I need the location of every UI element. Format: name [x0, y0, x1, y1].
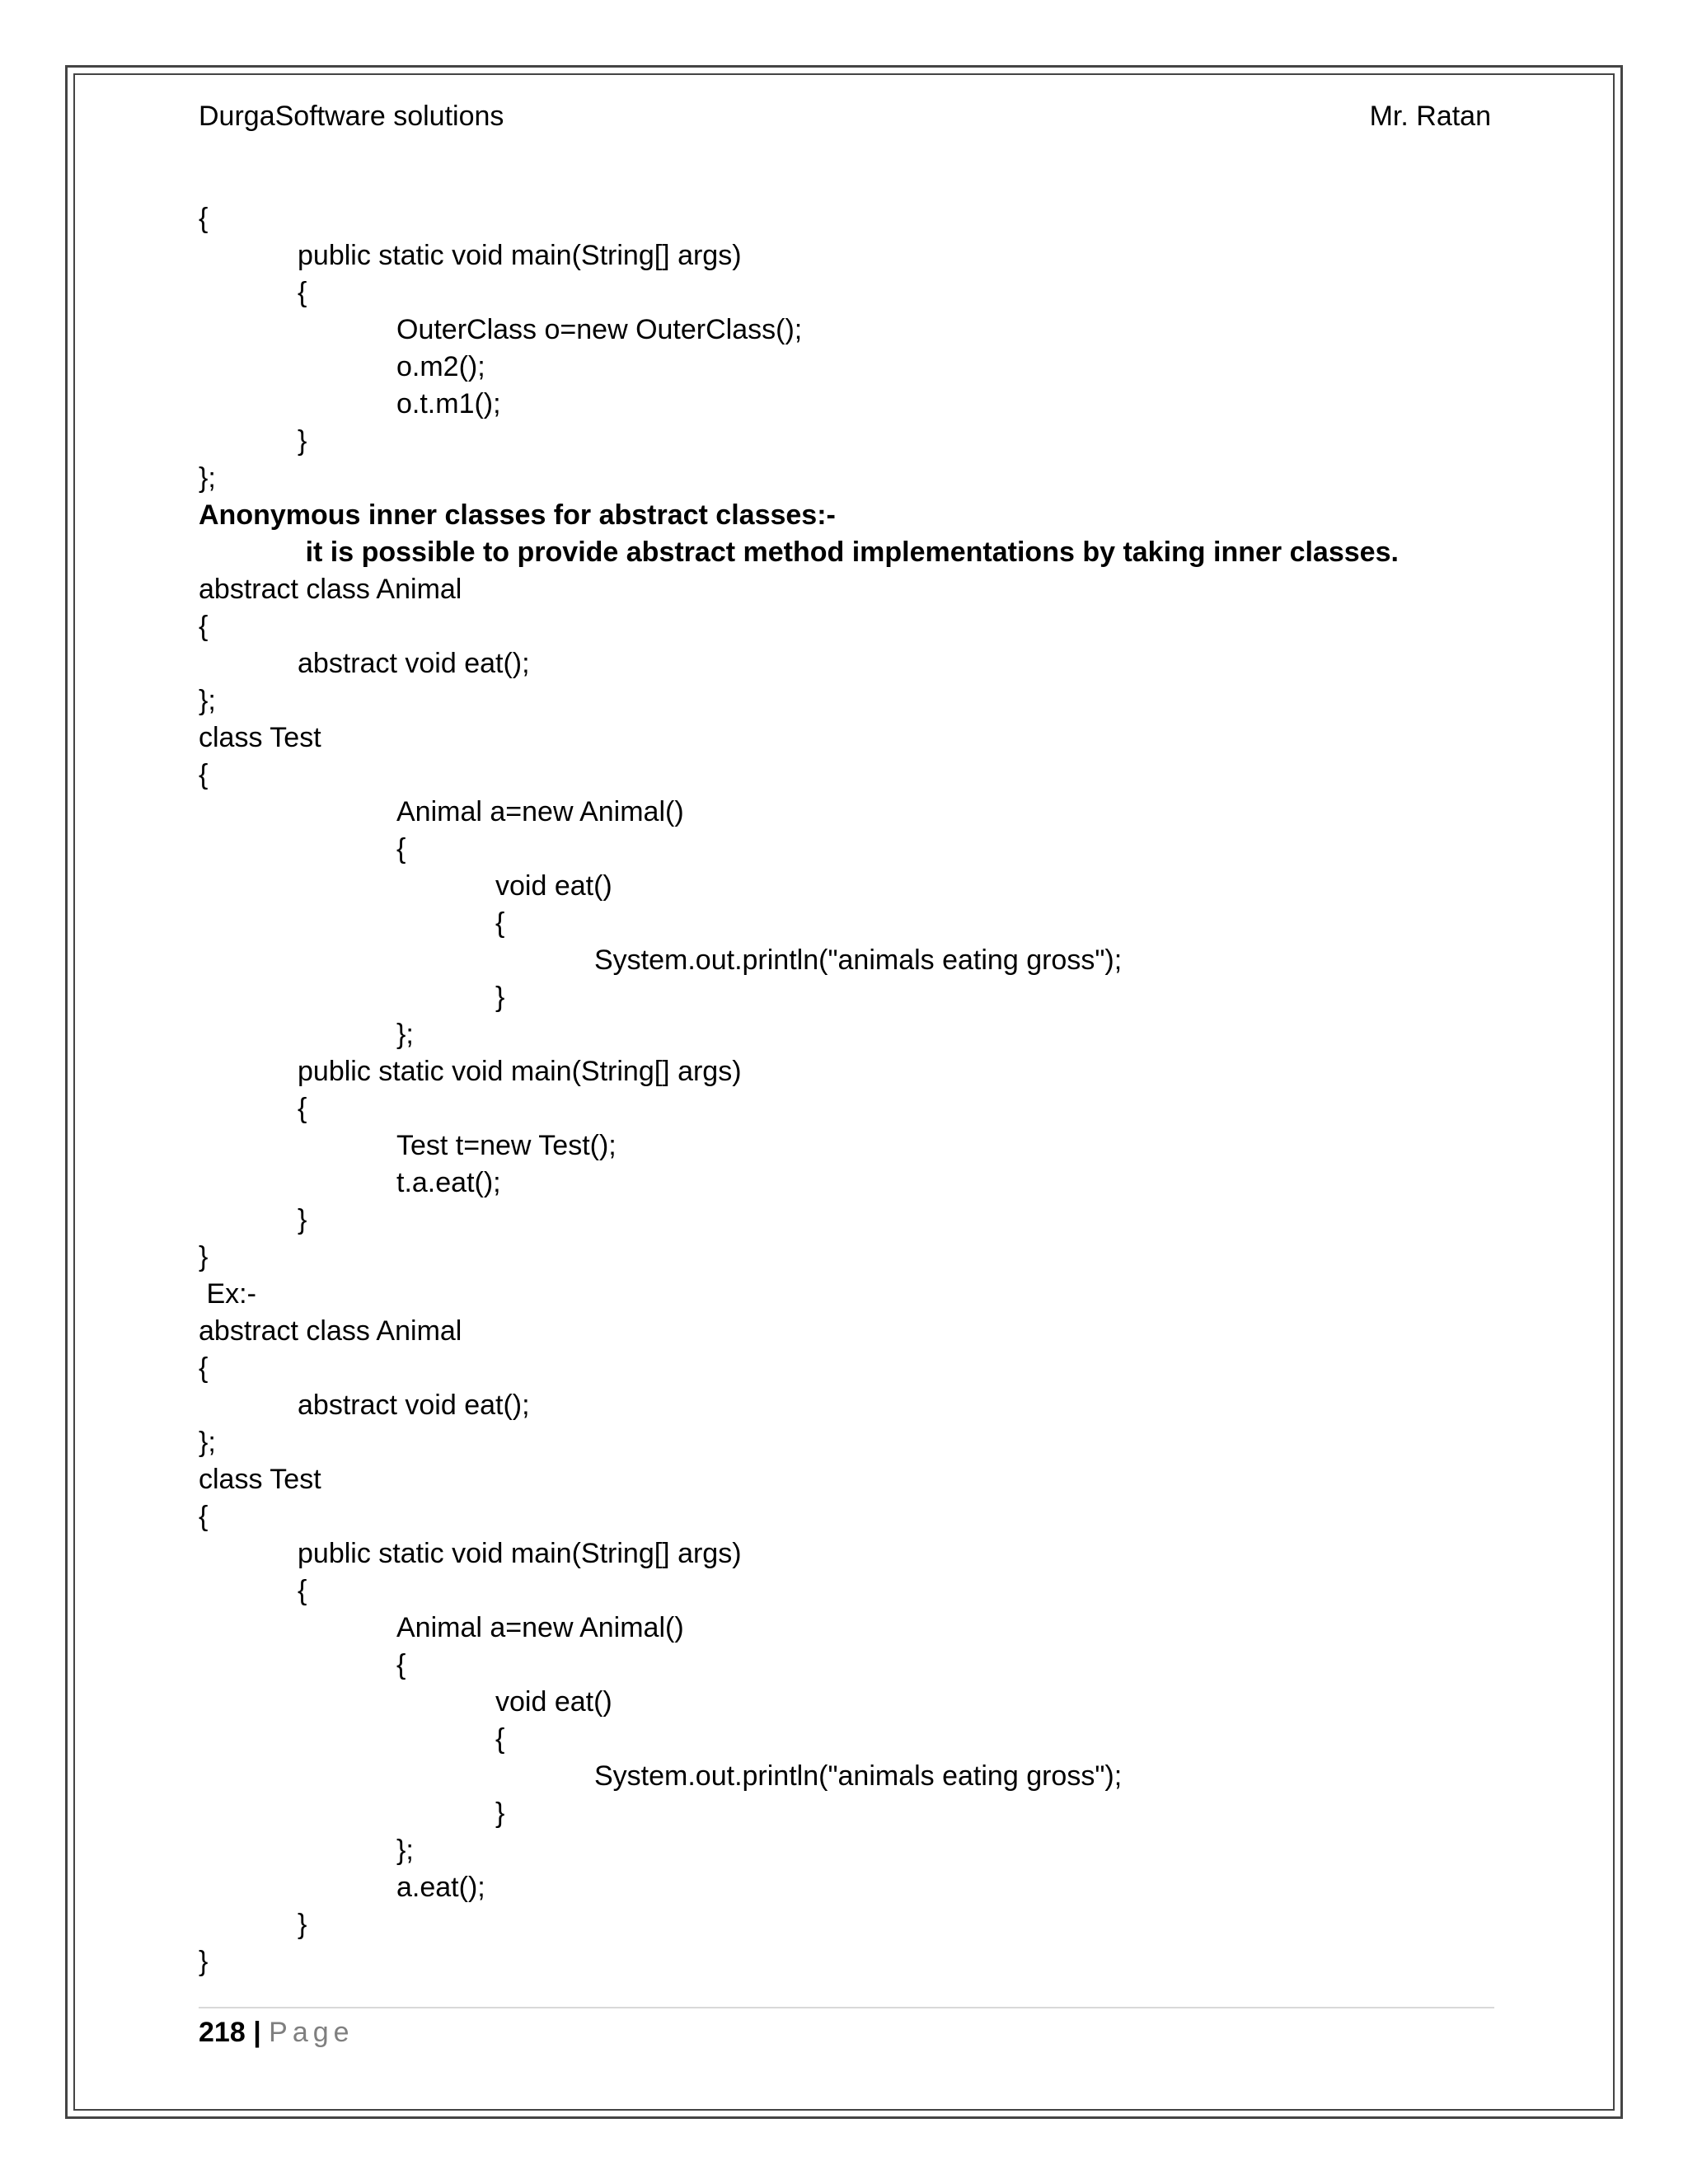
code-line: public static void main(String[] args) [298, 240, 742, 271]
header-author: Mr. Ratan [1369, 101, 1491, 132]
code-line: { [396, 833, 406, 865]
code-line: { [495, 1723, 505, 1755]
code-line: Animal a=new Animal() [396, 796, 684, 827]
code-line: System.out.println("animals eating gross"); [594, 944, 1123, 976]
code-line: o.m2(); [396, 351, 485, 382]
code-line: Test t=new Test(); [396, 1130, 617, 1161]
header-company: DurgaSoftware solutions [199, 101, 504, 132]
code-line: abstract void eat(); [298, 648, 530, 679]
section-heading-line: Anonymous inner classes for abstract classes:- [199, 499, 836, 531]
footer-divider [199, 2007, 1494, 2008]
code-line: { [396, 1649, 406, 1680]
code-line: { [495, 907, 505, 939]
code-line: { [298, 277, 307, 308]
code-listing [199, 200, 1501, 1980]
code-line: }; [396, 1835, 414, 1866]
code-line: Animal a=new Animal() [396, 1612, 684, 1643]
code-line: { [298, 1093, 307, 1124]
code-line: { [199, 203, 209, 234]
code-line: } [298, 1204, 307, 1235]
code-line: public static void main(String[] args) [298, 1538, 742, 1569]
code-line: }; [199, 462, 216, 494]
code-line: { [199, 611, 209, 642]
code-line: } [495, 982, 505, 1013]
code-line: a.eat(); [396, 1872, 485, 1903]
code-line: o.t.m1(); [396, 388, 501, 419]
code-line: { [199, 1352, 209, 1384]
page-number: 218 [199, 2017, 246, 2048]
code-line: System.out.println("animals eating gross"); [594, 1760, 1123, 1792]
code-line: void eat() [495, 1686, 612, 1718]
page-label: Page [269, 2017, 354, 2048]
code-line: public static void main(String[] args) [298, 1056, 742, 1087]
code-line: }; [199, 1427, 216, 1458]
page-separator: | [253, 2017, 261, 2048]
code-line: }; [199, 685, 216, 716]
code-line: } [298, 1909, 307, 1940]
code-line: { [199, 1501, 209, 1532]
code-line: } [199, 1241, 209, 1272]
code-line: abstract class Animal [199, 1315, 462, 1347]
code-line: abstract class Animal [199, 574, 462, 605]
code-line: abstract void eat(); [298, 1390, 530, 1421]
code-line: t.a.eat(); [396, 1167, 501, 1198]
code-line: } [199, 1946, 209, 1977]
code-line: OuterClass o=new OuterClass(); [396, 314, 803, 345]
code-line: } [495, 1797, 505, 1829]
code-line: class Test [199, 722, 321, 753]
code-line: }; [396, 1019, 414, 1050]
code-line: class Test [199, 1464, 321, 1495]
page-footer [199, 2014, 354, 2050]
code-line: } [298, 425, 307, 457]
code-line: Ex:- [199, 1278, 256, 1310]
section-heading-line: it is possible to provide abstract method implementations by taking inner classes. [305, 537, 1399, 568]
code-line: { [199, 759, 209, 790]
code-line: { [298, 1575, 307, 1606]
code-line: void eat() [495, 870, 612, 902]
